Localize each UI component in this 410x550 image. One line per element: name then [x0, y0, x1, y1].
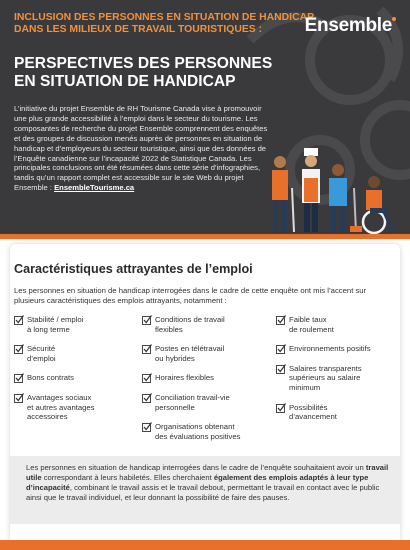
checkbox-check-icon [276, 315, 286, 325]
intro-text: L’initiative du projet Ensemble de RH Tourisme Canada vise à promouvoir une plus grande accessibilité à l’emploi dans le secteur du tourisme. Les composantes de recherche du projet Ensemble comprennent des enquêtes et des groupes de discussion menés auprès de personnes en situation de handicap et d’employeurs du secteur touristique, ainsi que des données de l’Enquête canadienne sur l’incapacité 2022 de Statistique Canada. Les principales conclusions ont été résumées dans cette série d’infographies, tandis qu’un rapport complet est accessible sur le site Web du projet Ensemble : [14, 104, 268, 193]
logo-dot [392, 17, 396, 21]
checkbox-check-icon [142, 373, 152, 383]
features-column-1 [14, 315, 138, 422]
checkbox-check-icon [142, 315, 152, 325]
checkbox-check-icon [142, 422, 152, 432]
item-label: Sécurité d’emploi [27, 344, 56, 363]
checkbox-check-icon [14, 373, 24, 383]
list-item [276, 364, 400, 393]
checkbox-check-icon [14, 315, 24, 325]
item-label: Avantages sociaux et autres avantages accessoires [27, 392, 95, 422]
note-bold-1: travail utile [26, 463, 389, 482]
item-label: Organisations obtenant des évaluations positives [155, 422, 241, 441]
list-item [142, 422, 272, 441]
item-label: Environnements positifs [289, 344, 371, 354]
item-label: Conditions de travail flexibles [155, 315, 225, 334]
list-item [142, 315, 272, 334]
item-label: Faible taux de roulement [289, 315, 334, 334]
list-item [142, 344, 272, 363]
note-text-1: Les personnes en situation de handicap interrogées dans le cadre de l’enquête souhaitaient avoir un [26, 463, 366, 472]
footer-bar [0, 540, 410, 550]
checkbox-check-icon [14, 393, 24, 403]
section-title: Caractéristiques attrayantes de l’emploi [14, 262, 253, 276]
list-item [276, 403, 400, 422]
checkbox-check-icon [142, 393, 152, 403]
section-intro: Les personnes en situation de handicap interrogées dans le cadre de cette enquête ont mis l’accent sur plusieurs caractéristiques des emplois attrayants, notamment : [14, 286, 367, 305]
note-bold-2: également des emplois adaptés à leur type d’incapacité [26, 472, 369, 492]
note-text-3: , combinant le travail assis et le travail debout, permettant le travail en contact avec le public ainsi que le travail individuel, et leur donnant la possibilité de faire des pauses. [26, 482, 380, 502]
item-label: Bons contrats [27, 373, 75, 383]
item-label: Possibilités d’avancement [289, 402, 337, 422]
intro-paragraph [14, 104, 272, 193]
checkbox-check-icon [276, 344, 286, 354]
list-item [14, 344, 138, 363]
checkbox-check-icon [276, 403, 286, 413]
list-item [14, 393, 138, 422]
item-label: Stabilité / emploi à long terme [27, 315, 84, 334]
features-column-3 [276, 315, 400, 422]
checkbox-check-icon [14, 344, 24, 354]
item-label: Conciliation travail-vie personnelle [155, 392, 230, 412]
item-label: Horaires flexibles [155, 373, 214, 383]
people-illustration [266, 148, 398, 234]
accent-bar [0, 234, 410, 239]
list-item [142, 393, 272, 412]
page-title: PERSPECTIVES DES PERSONNES EN SITUATION DE HANDICAP [14, 55, 273, 90]
note-paragraph [26, 463, 390, 503]
ensemble-logo [305, 15, 396, 37]
item-label: Salaires transparents supérieurs au salaire minimum [289, 363, 362, 392]
list-item [14, 373, 138, 383]
hero-banner [0, 0, 410, 234]
features-column-2 [142, 315, 272, 441]
list-item [14, 315, 138, 334]
project-link[interactable]: EnsembleTourisme.ca [54, 183, 135, 193]
list-item [276, 344, 400, 354]
list-item [142, 373, 272, 383]
logo-text: Ensemble [304, 15, 392, 36]
note-text-2: correspondant à leurs habiletés. Elles cherchaient [41, 472, 214, 482]
list-item [276, 315, 400, 334]
checkbox-check-icon [142, 344, 152, 354]
checkbox-check-icon [276, 364, 286, 374]
header-kicker: INCLUSION DES PERSONNES EN SITUATION DE HANDICAP DANS LES MILIEUX DE TRAVAIL TOURISTIQUES : [14, 12, 314, 36]
item-label: Postes en télétravail ou hybrides [155, 344, 225, 363]
